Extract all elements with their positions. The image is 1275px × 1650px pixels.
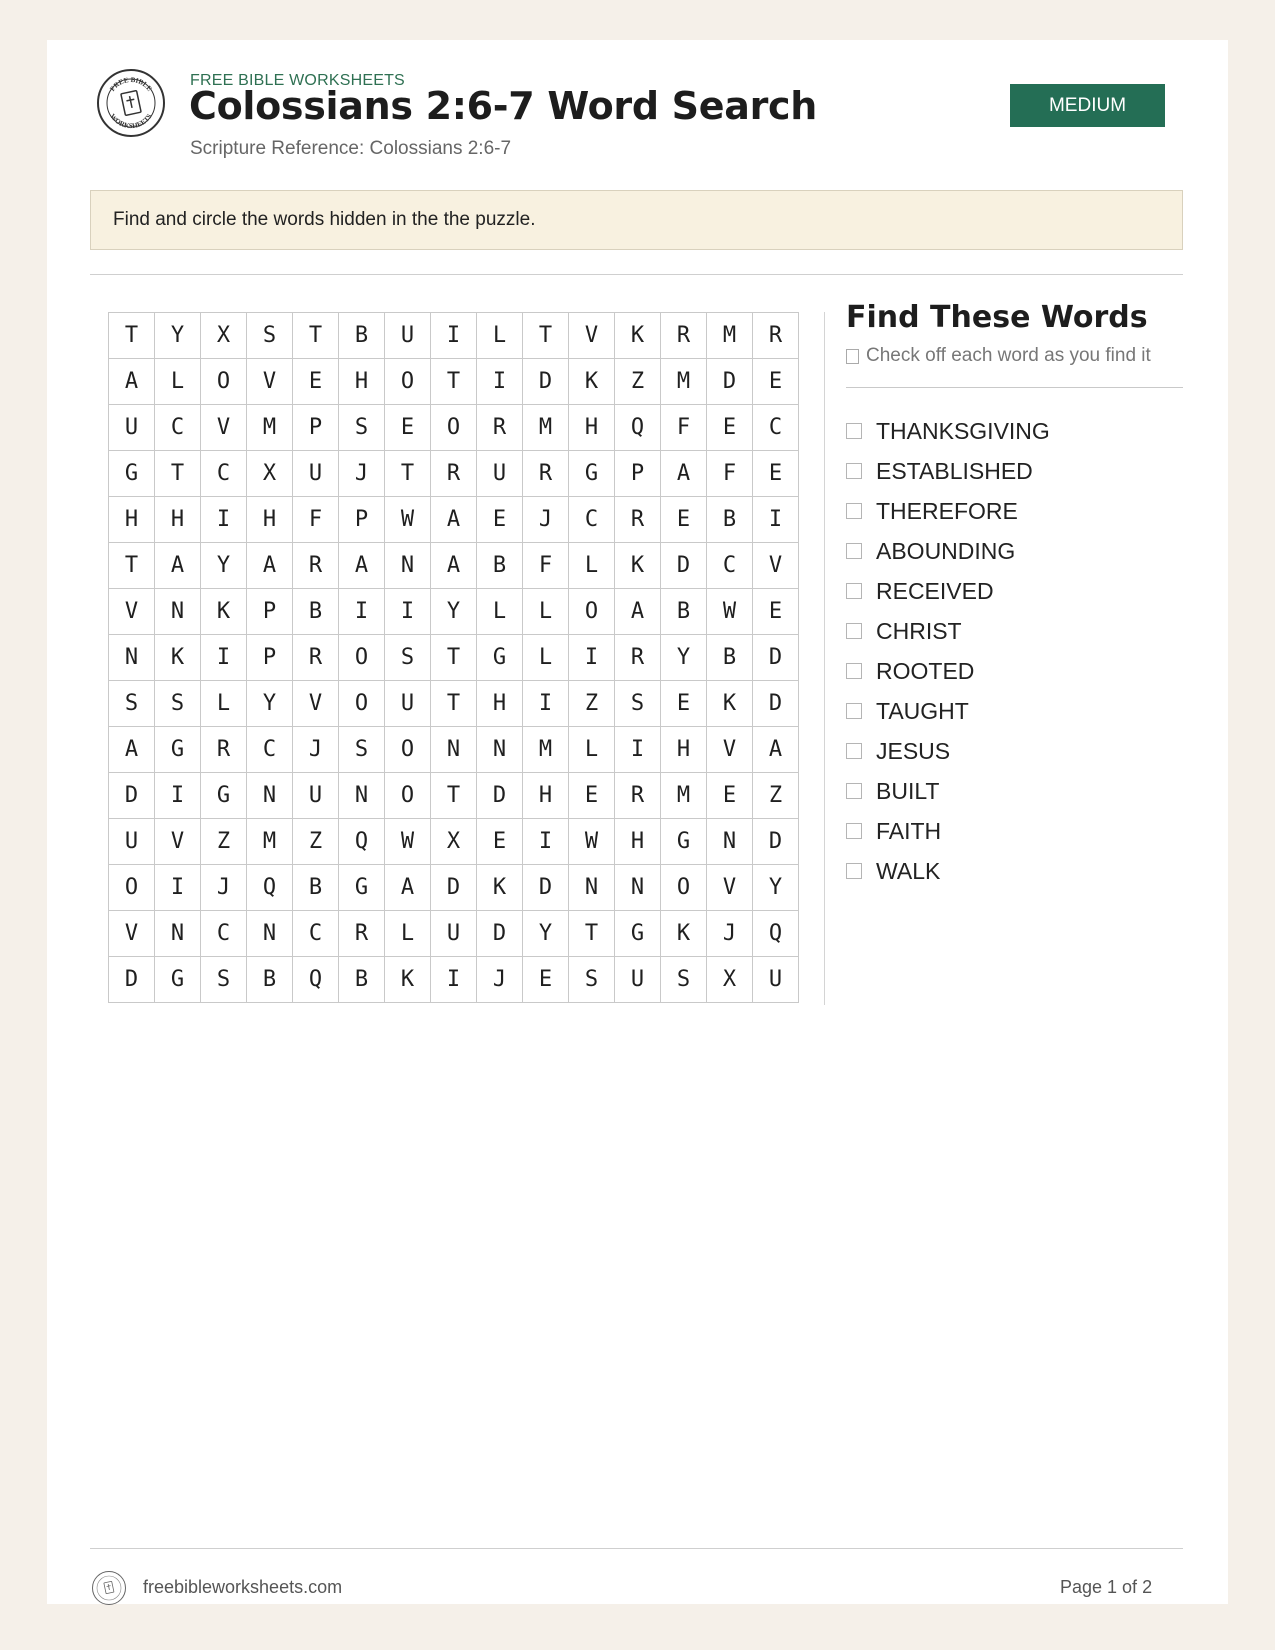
grid-cell: Y: [753, 865, 799, 911]
grid-cell: A: [431, 497, 477, 543]
word-item: [846, 531, 1050, 571]
grid-cell: V: [155, 819, 201, 865]
grid-cell: G: [155, 957, 201, 1003]
grid-cell: Y: [201, 543, 247, 589]
grid-cell: H: [569, 405, 615, 451]
grid-cell: K: [661, 911, 707, 957]
grid-cell: B: [247, 957, 293, 1003]
word-label: CHRIST: [876, 617, 962, 644]
grid-cell: U: [385, 681, 431, 727]
word-list: [846, 411, 1050, 891]
instructions-box: [90, 190, 1183, 250]
grid-cell: Z: [615, 359, 661, 405]
grid-cell: T: [155, 451, 201, 497]
grid-cell: H: [339, 359, 385, 405]
word-label: BUILT: [876, 777, 940, 804]
grid-cell: X: [707, 957, 753, 1003]
grid-cell: Z: [569, 681, 615, 727]
grid-cell: J: [707, 911, 753, 957]
grid-cell: D: [661, 543, 707, 589]
word-label: THEREFORE: [876, 497, 1018, 524]
grid-cell: A: [385, 865, 431, 911]
grid-cell: G: [661, 819, 707, 865]
grid-cell: A: [431, 543, 477, 589]
grid-cell: T: [431, 773, 477, 819]
grid-cell: R: [477, 405, 523, 451]
word-checkbox[interactable]: [846, 623, 862, 639]
grid-cell: D: [753, 635, 799, 681]
grid-cell: E: [753, 359, 799, 405]
grid-cell: I: [155, 865, 201, 911]
grid-cell: S: [109, 681, 155, 727]
grid-cell: G: [109, 451, 155, 497]
grid-cell: Z: [293, 819, 339, 865]
grid-cell: C: [707, 543, 753, 589]
word-label: RECEIVED: [876, 577, 994, 604]
grid-cell: L: [477, 589, 523, 635]
grid-cell: J: [339, 451, 385, 497]
word-label: ABOUNDING: [876, 537, 1016, 564]
grid-cell: I: [753, 497, 799, 543]
grid-cell: S: [661, 957, 707, 1003]
word-checkbox[interactable]: [846, 783, 862, 799]
grid-cell: L: [155, 359, 201, 405]
grid-cell: J: [477, 957, 523, 1003]
grid-cell: B: [339, 313, 385, 359]
grid-cell: L: [569, 727, 615, 773]
grid-cell: O: [109, 865, 155, 911]
grid-cell: W: [707, 589, 753, 635]
grid-cell: P: [247, 589, 293, 635]
grid-cell: V: [707, 727, 753, 773]
grid-cell: O: [385, 727, 431, 773]
grid-cell: K: [615, 543, 661, 589]
grid-cell: R: [293, 635, 339, 681]
grid-cell: Q: [753, 911, 799, 957]
scripture-reference: Scripture Reference: Colossians 2:6-7: [190, 138, 512, 159]
grid-cell: O: [431, 405, 477, 451]
grid-cell: M: [523, 405, 569, 451]
grid-cell: R: [293, 543, 339, 589]
grid-cell: H: [615, 819, 661, 865]
word-item: [846, 771, 1050, 811]
page-title: Colossians 2:6-7 Word Search: [189, 84, 817, 128]
grid-cell: N: [707, 819, 753, 865]
grid-cell: E: [753, 451, 799, 497]
grid-cell: O: [661, 865, 707, 911]
grid-cell: V: [753, 543, 799, 589]
grid-cell: S: [155, 681, 201, 727]
word-checkbox[interactable]: [846, 823, 862, 839]
grid-cell: Q: [339, 819, 385, 865]
grid-cell: T: [523, 313, 569, 359]
grid-cell: N: [431, 727, 477, 773]
grid-cell: H: [477, 681, 523, 727]
grid-cell: R: [615, 635, 661, 681]
grid-cell: T: [293, 313, 339, 359]
word-label: ROOTED: [876, 657, 975, 684]
grid-cell: T: [431, 681, 477, 727]
grid-cell: X: [247, 451, 293, 497]
grid-cell: D: [431, 865, 477, 911]
difficulty-badge: MEDIUM: [1010, 84, 1165, 127]
grid-cell: B: [707, 635, 753, 681]
grid-cell: N: [109, 635, 155, 681]
footer-divider: [90, 1548, 1183, 1549]
grid-cell: R: [615, 497, 661, 543]
grid-cell: T: [431, 359, 477, 405]
grid-cell: S: [247, 313, 293, 359]
brand-eyebrow: FREE BIBLE WORKSHEETS: [190, 72, 405, 89]
grid-cell: U: [293, 773, 339, 819]
grid-cell: U: [615, 957, 661, 1003]
grid-cell: E: [661, 681, 707, 727]
word-list-title: Find These Words: [846, 300, 1148, 335]
instructions-text: Find and circle the words hidden in the the puzzle.: [113, 209, 536, 230]
grid-cell: N: [477, 727, 523, 773]
word-item: [846, 811, 1050, 851]
grid-cell: U: [293, 451, 339, 497]
word-checkbox[interactable]: [846, 863, 862, 879]
footer-website: freebibleworksheets.com: [143, 1577, 343, 1597]
grid-cell: N: [569, 865, 615, 911]
grid-cell: I: [523, 819, 569, 865]
grid-cell: T: [569, 911, 615, 957]
grid-cell: O: [339, 681, 385, 727]
grid-cell: C: [753, 405, 799, 451]
grid-cell: K: [385, 957, 431, 1003]
grid-cell: O: [201, 359, 247, 405]
grid-cell: D: [109, 773, 155, 819]
grid-cell: S: [569, 957, 615, 1003]
grid-cell: M: [247, 819, 293, 865]
checkbox-hint-icon: [846, 349, 859, 364]
grid-cell: L: [201, 681, 247, 727]
grid-cell: L: [569, 543, 615, 589]
grid-cell: Y: [523, 911, 569, 957]
grid-cell: A: [661, 451, 707, 497]
grid-cell: I: [155, 773, 201, 819]
grid-cell: M: [661, 773, 707, 819]
grid-cell: Z: [753, 773, 799, 819]
word-checkbox[interactable]: [846, 583, 862, 599]
word-item: [846, 411, 1050, 451]
grid-cell: E: [707, 773, 753, 819]
grid-cell: I: [477, 359, 523, 405]
grid-cell: R: [201, 727, 247, 773]
word-label: JESUS: [876, 737, 951, 764]
grid-cell: Q: [247, 865, 293, 911]
word-checkbox[interactable]: [846, 703, 862, 719]
grid-cell: V: [109, 589, 155, 635]
grid-cell: E: [385, 405, 431, 451]
grid-cell: K: [201, 589, 247, 635]
grid-cell: O: [385, 773, 431, 819]
logo-seal-icon: [96, 68, 166, 138]
grid-cell: D: [753, 681, 799, 727]
grid-cell: V: [293, 681, 339, 727]
word-item: [846, 691, 1050, 731]
grid-cell: U: [109, 819, 155, 865]
grid-cell: I: [523, 681, 569, 727]
grid-cell: I: [431, 957, 477, 1003]
word-item: [846, 651, 1050, 691]
grid-cell: N: [247, 911, 293, 957]
grid-cell: C: [155, 405, 201, 451]
grid-cell: A: [339, 543, 385, 589]
grid-cell: W: [385, 819, 431, 865]
grid-cell: B: [293, 589, 339, 635]
grid-cell: F: [523, 543, 569, 589]
grid-cell: C: [201, 911, 247, 957]
logo-text-bottom: WORKSHEETS: [108, 112, 154, 131]
word-item: [846, 491, 1050, 531]
grid-cell: E: [477, 497, 523, 543]
grid-cell: I: [569, 635, 615, 681]
grid-cell: J: [293, 727, 339, 773]
grid-cell: L: [385, 911, 431, 957]
grid-cell: K: [615, 313, 661, 359]
grid-cell: P: [293, 405, 339, 451]
grid-cell: I: [431, 313, 477, 359]
grid-cell: N: [385, 543, 431, 589]
grid-cell: A: [109, 727, 155, 773]
grid-cell: N: [155, 911, 201, 957]
grid-cell: X: [201, 313, 247, 359]
word-label: ESTABLISHED: [876, 457, 1033, 484]
grid-cell: I: [615, 727, 661, 773]
grid-cell: D: [753, 819, 799, 865]
grid-cell: C: [247, 727, 293, 773]
grid-cell: R: [615, 773, 661, 819]
grid-cell: T: [109, 313, 155, 359]
word-label: WALK: [876, 857, 941, 884]
grid-cell: N: [615, 865, 661, 911]
grid-cell: C: [201, 451, 247, 497]
grid-cell: U: [477, 451, 523, 497]
grid-cell: H: [661, 727, 707, 773]
grid-cell: O: [339, 635, 385, 681]
word-label: THANKSGIVING: [876, 417, 1050, 444]
grid-cell: E: [523, 957, 569, 1003]
grid-cell: D: [477, 773, 523, 819]
grid-cell: B: [661, 589, 707, 635]
word-checkbox[interactable]: [846, 543, 862, 559]
grid-cell: H: [109, 497, 155, 543]
grid-cell: V: [569, 313, 615, 359]
grid-cell: L: [523, 589, 569, 635]
word-item: [846, 571, 1050, 611]
grid-cell: F: [293, 497, 339, 543]
grid-cell: D: [477, 911, 523, 957]
grid-cell: W: [385, 497, 431, 543]
word-item: [846, 731, 1050, 771]
logo-text-top: FREE BIBLE: [108, 75, 154, 93]
grid-cell: Q: [293, 957, 339, 1003]
word-checkbox[interactable]: [846, 463, 862, 479]
word-item: [846, 611, 1050, 651]
word-label: FAITH: [876, 817, 942, 844]
grid-cell: V: [707, 865, 753, 911]
grid-cell: P: [615, 451, 661, 497]
grid-cell: D: [523, 359, 569, 405]
grid-cell: G: [615, 911, 661, 957]
grid-cell: D: [707, 359, 753, 405]
grid-cell: A: [753, 727, 799, 773]
word-label: TAUGHT: [876, 697, 969, 724]
word-list-subtitle-text: Check off each word as you find it: [866, 345, 1151, 366]
grid-cell: N: [247, 773, 293, 819]
grid-cell: U: [753, 957, 799, 1003]
grid-cell: P: [247, 635, 293, 681]
grid-cell: O: [569, 589, 615, 635]
grid-cell: P: [339, 497, 385, 543]
grid-cell: S: [615, 681, 661, 727]
grid-cell: L: [523, 635, 569, 681]
grid-cell: T: [109, 543, 155, 589]
grid-cell: A: [247, 543, 293, 589]
grid-cell: G: [339, 865, 385, 911]
grid-cell: Z: [201, 819, 247, 865]
word-search-grid: [108, 312, 799, 1003]
grid-cell: B: [293, 865, 339, 911]
word-item: [846, 851, 1050, 891]
grid-cell: A: [615, 589, 661, 635]
footer-page-number: Page 1 of 2: [1060, 1577, 1153, 1597]
grid-cell: I: [201, 497, 247, 543]
column-divider: [824, 312, 825, 1005]
grid-cell: N: [339, 773, 385, 819]
grid-cell: S: [385, 635, 431, 681]
word-checkbox[interactable]: [846, 663, 862, 679]
grid-cell: M: [661, 359, 707, 405]
grid-cell: K: [155, 635, 201, 681]
grid-cell: Y: [247, 681, 293, 727]
grid-cell: N: [155, 589, 201, 635]
grid-cell: Y: [431, 589, 477, 635]
grid-cell: K: [569, 359, 615, 405]
grid-cell: Y: [155, 313, 201, 359]
grid-cell: S: [339, 405, 385, 451]
grid-cell: D: [523, 865, 569, 911]
grid-cell: T: [385, 451, 431, 497]
grid-cell: R: [753, 313, 799, 359]
grid-cell: V: [201, 405, 247, 451]
grid-cell: G: [477, 635, 523, 681]
grid-cell: J: [523, 497, 569, 543]
grid-cell: R: [339, 911, 385, 957]
grid-cell: S: [201, 957, 247, 1003]
grid-cell: H: [247, 497, 293, 543]
grid-cell: M: [523, 727, 569, 773]
grid-cell: C: [569, 497, 615, 543]
grid-cell: E: [569, 773, 615, 819]
grid-cell: V: [109, 911, 155, 957]
grid-cell: B: [707, 497, 753, 543]
word-checkbox[interactable]: [846, 423, 862, 439]
footer-logo-icon: [91, 1570, 127, 1606]
grid-cell: H: [523, 773, 569, 819]
grid-cell: H: [155, 497, 201, 543]
grid-cell: F: [707, 451, 753, 497]
grid-cell: K: [707, 681, 753, 727]
header-divider: [90, 274, 1183, 275]
grid-cell: A: [109, 359, 155, 405]
grid-cell: O: [385, 359, 431, 405]
grid-cell: K: [477, 865, 523, 911]
grid-cell: I: [201, 635, 247, 681]
grid-cell: Q: [615, 405, 661, 451]
grid-cell: E: [707, 405, 753, 451]
grid-cell: T: [431, 635, 477, 681]
grid-cell: B: [339, 957, 385, 1003]
grid-cell: B: [477, 543, 523, 589]
grid-cell: E: [477, 819, 523, 865]
grid-cell: I: [385, 589, 431, 635]
word-checkbox[interactable]: [846, 503, 862, 519]
grid-cell: D: [109, 957, 155, 1003]
grid-cell: J: [201, 865, 247, 911]
grid-cell: R: [431, 451, 477, 497]
grid-cell: R: [523, 451, 569, 497]
word-item: [846, 451, 1050, 491]
grid-cell: G: [155, 727, 201, 773]
grid-cell: E: [753, 589, 799, 635]
grid-cell: U: [385, 313, 431, 359]
word-list-divider: [846, 387, 1183, 388]
grid-cell: U: [109, 405, 155, 451]
grid-cell: R: [661, 313, 707, 359]
grid-cell: E: [293, 359, 339, 405]
word-list-subtitle: [846, 345, 1151, 367]
worksheet-page: [47, 40, 1228, 1604]
grid-cell: Y: [661, 635, 707, 681]
grid-cell: F: [661, 405, 707, 451]
grid-cell: S: [339, 727, 385, 773]
grid-cell: G: [201, 773, 247, 819]
grid-cell: I: [339, 589, 385, 635]
grid-cell: U: [431, 911, 477, 957]
grid-cell: G: [569, 451, 615, 497]
grid-cell: W: [569, 819, 615, 865]
grid-cell: E: [661, 497, 707, 543]
grid-cell: M: [247, 405, 293, 451]
grid-cell: A: [155, 543, 201, 589]
grid-cell: C: [293, 911, 339, 957]
grid-cell: V: [247, 359, 293, 405]
grid-cell: M: [707, 313, 753, 359]
word-checkbox[interactable]: [846, 743, 862, 759]
grid-cell: X: [431, 819, 477, 865]
grid-cell: L: [477, 313, 523, 359]
